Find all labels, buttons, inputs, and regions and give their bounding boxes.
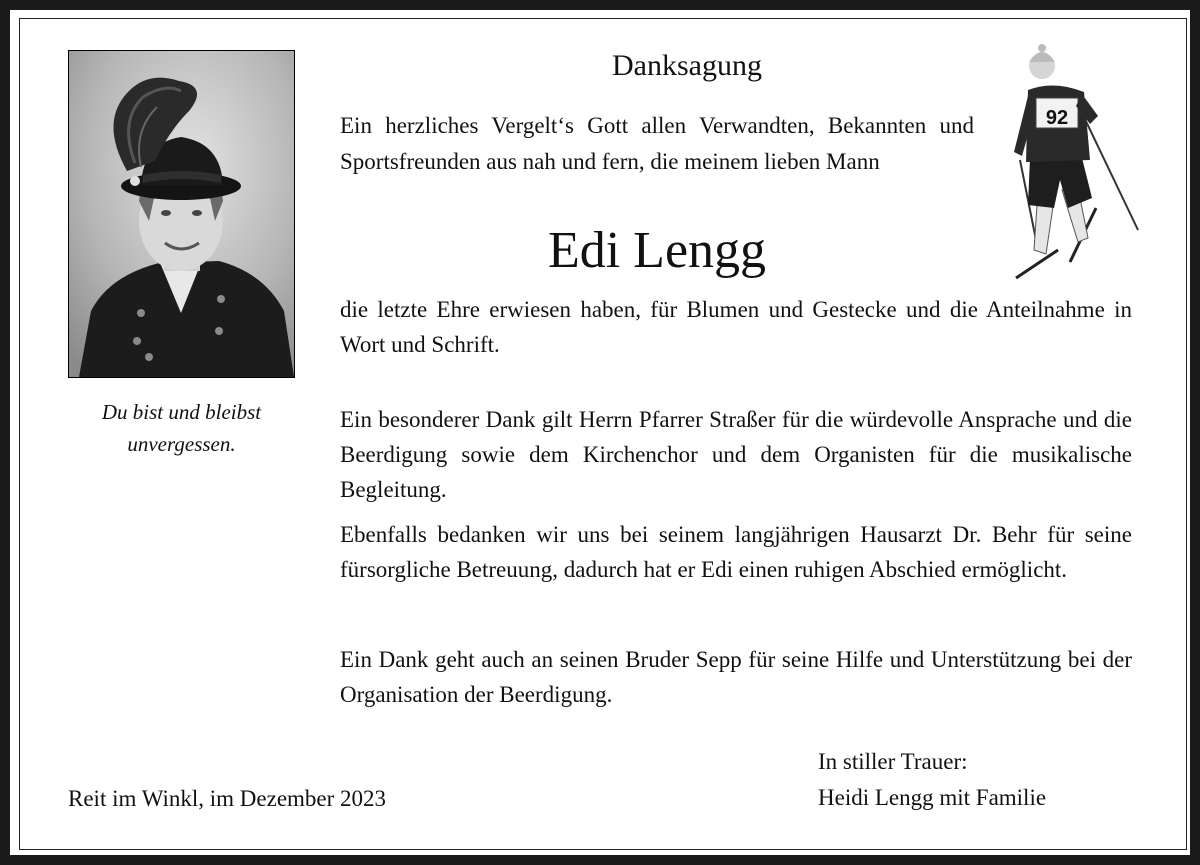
intro-paragraph: Ein herzliches Vergelt‘s Gott allen Verwandten, Bekannten und Sportsfreunden aus nah und fern, die meinem lieben Mann — [340, 113, 974, 174]
thanks-paragraph: Ein Dank geht auch an seinen Bruder Sepp für seine Hilfe und Unterstützung bei der Organisation der Beerdigung. — [340, 647, 1132, 707]
deceased-name: Edi Lengg — [547, 222, 767, 279]
caption-line-2: unvergessen. — [127, 432, 236, 456]
memorial-caption — [60, 396, 303, 460]
place-date: Reit im Winkl, im Dezember 2023 — [68, 786, 387, 811]
thanks-paragraph: die letzte Ehre erwiesen haben, für Blumen und Gestecke und die Anteilnahme in Wort und Schrift. — [340, 297, 1132, 357]
notice-heading: Danksagung — [612, 49, 762, 82]
skier-bib-number: 92 — [1045, 107, 1069, 129]
portrait-illustration — [69, 51, 294, 377]
thanks-paragraph: Ebenfalls bedanken wir uns bei seinem langjährigen Hausarzt Dr. Behr für seine fürsorgliche Betreuung, dadurch hat er Edi einen ruhigen Abschied ermöglicht. — [340, 522, 1132, 582]
caption-line-1: Du bist und bleibst — [101, 400, 262, 424]
portrait-photo — [68, 50, 295, 378]
signature-line-2: Heidi Lengg mit Familie — [818, 785, 1047, 810]
signature-line-1: In stiller Trauer: — [818, 749, 968, 774]
thanks-paragraph: Ein besonderer Dank gilt Herrn Pfarrer Straßer für die würdevolle Ansprache und die Beerdigung sowie dem Kirchenchor und dem Organisten für die musikalische Begleitung. — [340, 407, 1132, 502]
signature-block — [818, 744, 1046, 816]
